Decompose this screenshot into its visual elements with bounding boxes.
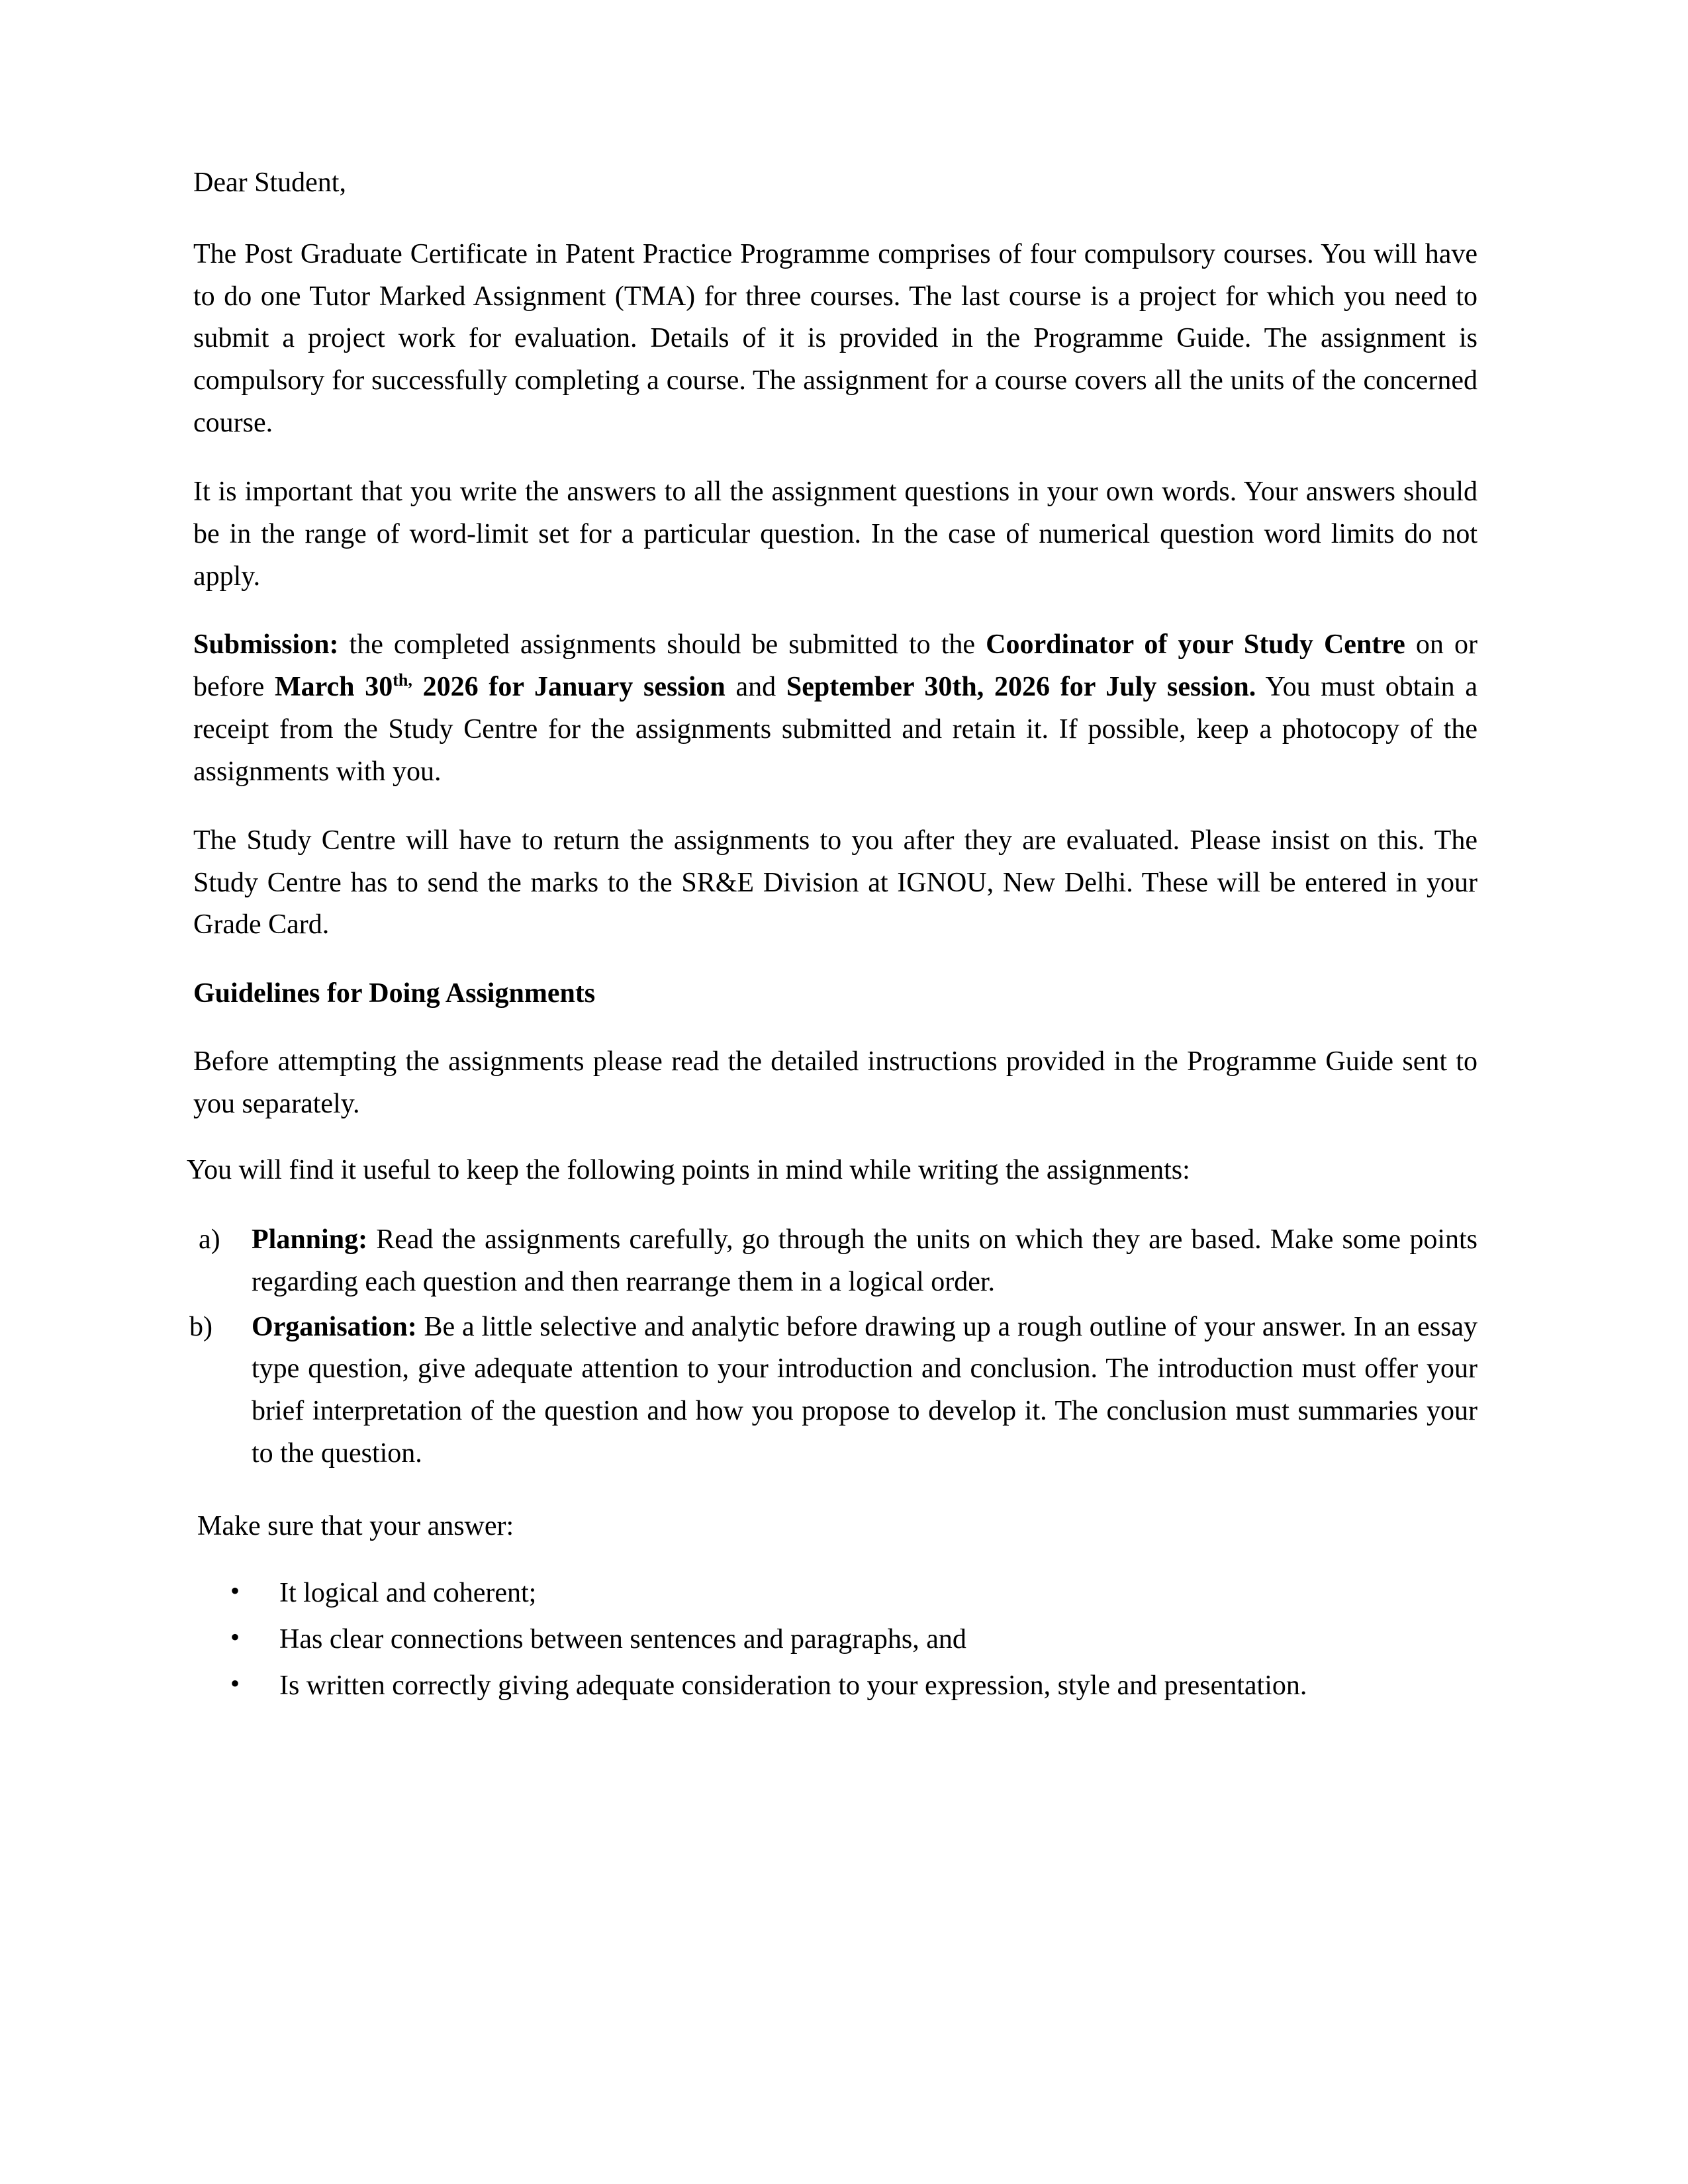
submission-label: Submission:	[193, 629, 339, 660]
list-item	[193, 1219, 1477, 1304]
date-january-rest: 2026 for January session	[422, 672, 726, 703]
list-item	[193, 1665, 1477, 1707]
list-item	[193, 1572, 1477, 1615]
document-body	[187, 162, 1478, 1707]
bullet-text: It logical and coherent;	[279, 1577, 537, 1608]
salutation-line: Dear Student,	[193, 167, 346, 198]
list-marker-a: a)	[199, 1224, 220, 1255]
submission-date-july: September 30th, 2026 for July session.	[786, 672, 1256, 703]
bullet-icon: •	[230, 1621, 240, 1652]
list-item-a-lead: Planning:	[252, 1224, 368, 1255]
list-item-b-text: Be a little selective and analytic before drawing up a rough outline of your answer. In an essay type question, give adequate attention to your introduction and conclusion. The introduction must offer your brief interpretation of the question and how you propose to develop it. The conclusion must summaries your to the question.	[252, 1311, 1478, 1469]
list-item-a-text: Read the assignments carefully, go through the units on which they are based. Make some points regarding each question and then rearrange them in a logical order.	[252, 1224, 1478, 1297]
make-sure-lead-in: Make sure that your answer:	[197, 1510, 514, 1541]
paragraph-own-words: It is important that you write the answers to all the assignment questions in your own words. Your answers should be in the range of word-limit set for a particular question. In the case of numerical question word limits do not apply.	[193, 476, 1477, 592]
submission-date-january	[275, 672, 726, 702]
paragraph-before-attempting: Before attempting the assignments please read the detailed instructions provided in the Programme Guide sent to you separately.	[193, 1046, 1477, 1120]
paragraph-study-centre-return: The Study Centre will have to return the assignments to you after they are evaluated. Please insist on this. The Study Centre has to send the marks to the SR&E Division at IGNOU, New Delhi. These will be entered in your Grade Card.	[193, 825, 1477, 940]
list-item-b-lead: Organisation:	[252, 1311, 417, 1342]
submission-text-1: the completed assignments should be submitted to the	[349, 629, 976, 660]
bullet-icon: •	[230, 1575, 240, 1606]
paragraph-submission	[193, 624, 1477, 793]
bullet-text: Has clear connections between sentences and paragraphs, and	[279, 1623, 966, 1655]
submission-text-3: and	[735, 672, 776, 703]
bullet-icon: •	[230, 1668, 240, 1698]
submission-text-2: on or before	[193, 629, 1477, 703]
submission-coordinator: Coordinator of your Study Centre	[986, 629, 1405, 660]
answer-requirements-list	[193, 1572, 1477, 1707]
list-item	[193, 1619, 1477, 1661]
bullet-text: Is written correctly giving adequate consideration to your expression, style and presentation.	[279, 1670, 1307, 1701]
date-january-ordinal-suffix: th,	[393, 670, 412, 690]
submission-text-4: You must obtain a receipt from the Study Centre for the assignments submitted and retain it. If possible, keep a photocopy of the assignments with you.	[193, 672, 1478, 787]
list-item	[189, 1306, 1478, 1475]
paragraph-programme-overview: The Post Graduate Certificate in Patent Practice Programme comprises of four compulsory courses. You will have to do one Tutor Marked Assignment (TMA) for three courses. The last course is a project for which you need to submit a project work for evaluation. Details of it is provided in the Programme Guide. The assignment is compulsory for successfully completing a course. The assignment for a course covers all the units of the concerned course.	[193, 238, 1477, 439]
date-january-base: March 30	[275, 672, 393, 703]
guidelines-alpha-list	[189, 1219, 1478, 1475]
guidelines-heading: Guidelines for Doing Assignments	[193, 978, 596, 1009]
list-marker-b: b)	[189, 1311, 212, 1342]
paragraph-points-in-mind: You will find it useful to keep the following points in mind while writing the assignments:	[187, 1154, 1190, 1185]
